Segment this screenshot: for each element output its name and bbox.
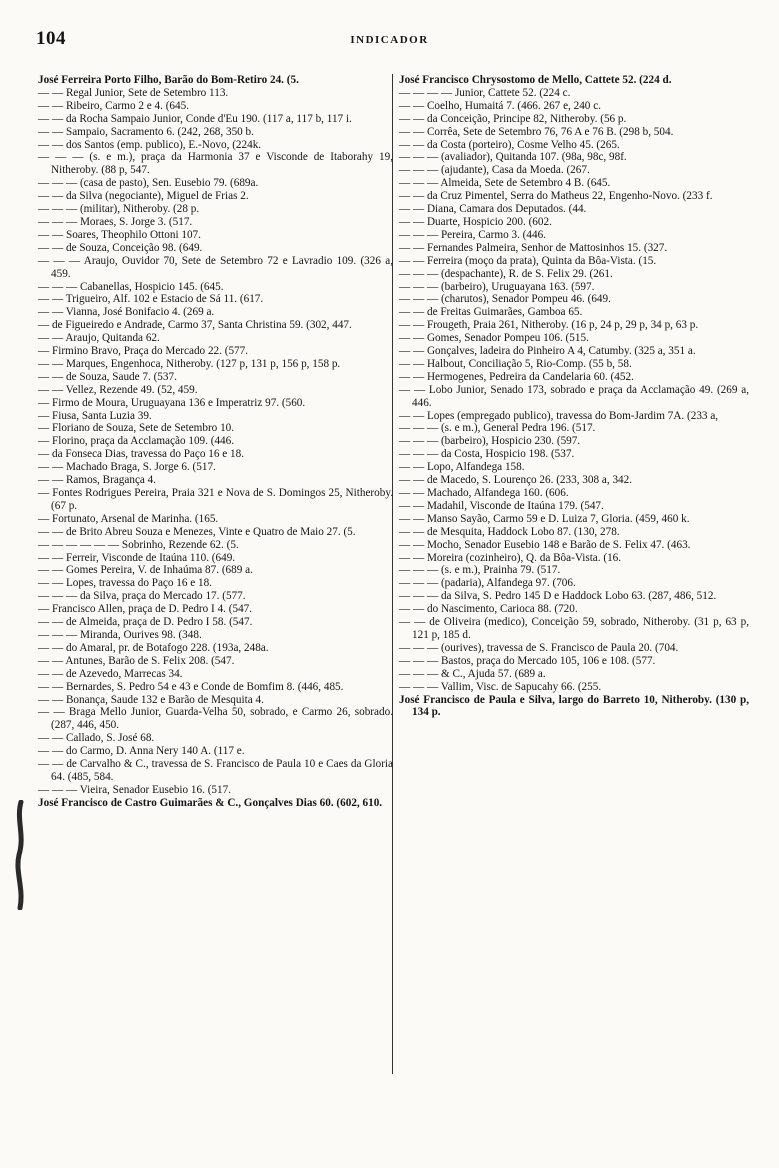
directory-entry: — — Marques, Engenhoca, Nitheroby. (127 p, 131 p, 156 p, 158 p. — [38, 357, 341, 370]
directory-entry: — — — Cabanellas, Hospicio 145. (645. — [38, 280, 224, 293]
directory-entry: — — — (ourives), travessa de S. Francisco de Paula 20. (704. — [399, 641, 679, 654]
directory-entry: — — Frougeth, Praia 261, Nitheroby. (16 p, 24 p, 29 p, 34 p, 63 p. — [399, 319, 699, 332]
directory-entry: — — — (despachante), R. de S. Felix 29. (261. — [399, 267, 613, 280]
directory-entry: — — Ferreir, Visconde de Itaúna 110. (649. — [38, 551, 236, 564]
directory-entry: — — — (s. e m.), praça da Harmonia 37 e Visconde de Itaborahy 19, Nitheroby. (88 p, 547. — [38, 151, 393, 177]
directory-entry: — — — Pereira, Carmo 3. (446. — [399, 228, 546, 241]
directory-entry: — — Gonçalves, ladeira do Pinheiro A 4, Catumby. (325 a, 351 a. — [399, 345, 696, 358]
directory-entry: — — Trigueiro, Alf. 102 e Estacio de Sá 11. (617. — [38, 293, 264, 306]
directory-entry: — — Ribeiro, Carmo 2 e 4. (645. — [38, 99, 190, 112]
left-column — [38, 74, 393, 810]
directory-entry: — — Braga Mello Junior, Guarda-Velha 50, sobrado, e Carmo 26, sobrado. (287, 446, 450. — [38, 706, 393, 732]
directory-entry: — Floriano de Souza, Sete de Setembro 10. — [38, 422, 235, 435]
directory-entry: — Firmino Bravo, Praça do Mercado 22. (577. — [38, 345, 249, 358]
directory-entry: — — — (charutos), Senador Pompeu 46. (649. — [399, 293, 611, 306]
directory-entry: — — — (barbeiro), Hospicio 230. (597. — [399, 435, 581, 448]
directory-entry: — — Manso Sayão, Carmo 59 e D. Luiza 7, Gloria. (459, 460 k. — [399, 512, 690, 525]
directory-entry: — — — (s. e m.), General Pedra 196. (517. — [399, 422, 596, 435]
directory-entry: — — de Azevedo, Marrecas 34. — [38, 667, 183, 680]
directory-entry: — — — Vallim, Visc. de Sapucahy 66. (255. — [399, 680, 602, 693]
directory-entry: — — — (barbeiro), Uruguayana 163. (597. — [399, 280, 595, 293]
directory-entry: — — — da Silva, S. Pedro 145 D e Haddock Lobo 63. (287, 486, 512. — [399, 590, 717, 603]
directory-entry: — — Araujo, Quitanda 62. — [38, 332, 160, 345]
directory-entry: — — Moreira (cozinheiro), Q. da Bôa-Vista. (16. — [399, 551, 622, 564]
directory-entry: — — Callado, S. José 68. — [38, 732, 155, 745]
directory-entry: — — Vianna, José Bonifacio 4. (269 a. — [38, 306, 215, 319]
directory-entry: José Francisco de Paula e Silva, largo do Barreto 10, Nitheroby. (130 p, 134 p. — [399, 693, 749, 719]
directory-entry: — — — — — — Sobrinho, Rezende 62. (5. — [38, 538, 239, 551]
directory-entry: — — — Bastos, praça do Mercado 105, 106 e 108. (577. — [399, 654, 656, 667]
directory-entry: José Francisco de Castro Guimarães & C., Gonçalves Dias 60. (602, 610. — [38, 796, 383, 809]
directory-entry: — Fortunato, Arsenal de Marinha. (165. — [38, 512, 219, 525]
directory-entry: — — da Costa (porteiro), Cosme Velho 45. (265. — [399, 138, 620, 151]
directory-entry: — — — Moraes, S. Jorge 3. (517. — [38, 215, 193, 228]
directory-entry: — — Duarte, Hospicio 200. (602. — [399, 215, 552, 228]
directory-entry: — — da Rocha Sampaio Junior, Conde d'Eu 190. (117 a, 117 b, 117 i. — [38, 112, 352, 125]
directory-entry: — — de Souza, Conceição 98. (649. — [38, 241, 203, 254]
directory-entry: José Ferreira Porto Filho, Barão do Bom-Retiro 24. (5. — [38, 74, 299, 86]
directory-entry: — — Ferreira (moço da prata), Quinta da Bôa-Vista. (15. — [399, 254, 657, 267]
directory-entry: — Fontes Rodrigues Pereira, Praia 321 e Nova de S. Domingos 25, Nitheroby. (67 p. — [38, 487, 393, 512]
directory-entry: — — Gomes Pereira, V. de Inhaúma 87. (689 a. — [38, 564, 253, 577]
directory-entry: — — de Macedo, S. Lourenço 26. (233, 308 a, 342. — [399, 474, 633, 487]
directory-entry: — — — & C., Ajuda 57. (689 a. — [399, 667, 546, 680]
directory-entry: — — — (avaliador), Quitanda 107. (98a, 98c, 98f. — [399, 151, 627, 164]
directory-entry: — — de Freitas Guimarães, Gamboa 65. — [399, 306, 583, 319]
directory-entry: — Francisco Allen, praça de D. Pedro I 4. (547. — [38, 603, 253, 616]
page-number: 104 — [36, 28, 66, 49]
directory-entry: — — Gomes, Senador Pompeu 106. (515. — [399, 332, 589, 345]
right-column — [399, 74, 749, 719]
directory-entry: — — de Brito Abreu Souza e Menezes, Vinte e Quatro de Maio 27. (5. — [38, 525, 356, 538]
directory-entry: — — Soares, Theophilo Ottoni 107. — [38, 228, 201, 241]
directory-entry: — — — (padaria), Alfandega 97. (706. — [399, 577, 576, 590]
directory-entry: — — Antunes, Barão de S. Felix 208. (547. — [38, 654, 235, 667]
directory-entry: — — — — Junior, Cattete 52. (224 c. — [399, 86, 571, 99]
directory-entry: — — do Carmo, D. Anna Nery 140 A. (117 e. — [38, 745, 245, 758]
directory-entry: — — — (militar), Nitheroby. (28 p. — [38, 203, 200, 216]
directory-entry: — — — (s. e m.), Prainha 79. (517. — [399, 564, 561, 577]
directory-entry: — — Lopo, Alfandega 158. — [399, 461, 525, 474]
directory-entry: — — de Almeida, praça de D. Pedro I 58. (547. — [38, 616, 253, 629]
directory-entry: — — do Nascimento, Carioca 88. (720. — [399, 603, 578, 616]
directory-entry: — — Vellez, Rezende 49. (52, 459. — [38, 383, 198, 396]
directory-entry: — — de Souza, Saude 7. (537. — [38, 370, 177, 383]
directory-entry: — Firmo de Moura, Uruguayana 136 e Imperatriz 97. (560. — [38, 396, 306, 409]
directory-entry: — — Lopes (empregado publico), travessa do Bom-Jardim 7A. (233 a, — [399, 409, 719, 422]
directory-entry: — — — Miranda, Ourives 98. (348. — [38, 628, 202, 641]
directory-entry: — — — (casa de pasto), Sen. Eusebio 79. (689a. — [38, 177, 259, 190]
directory-entry: — — Hermogenes, Pedreira da Candelaria 60. (452. — [399, 370, 634, 383]
directory-entry: — — — Vieira, Senador Eusebio 16. (517. — [38, 783, 232, 796]
directory-entry: — — Corrêa, Sete de Setembro 76, 76 A e 76 B. (298 b, 504. — [399, 125, 674, 138]
directory-entry: — Florino, praça da Acclamação 109. (446. — [38, 435, 235, 448]
directory-entry: — — — (ajudante), Casa da Moeda. (267. — [399, 164, 590, 177]
directory-entry: — — Bonança, Saude 132 e Barão de Mesquita 4. — [38, 693, 264, 706]
directory-entry: — — Machado, Alfandega 160. (606. — [399, 487, 569, 499]
directory-entry: — — de Carvalho & C., travessa de S. Francisco de Paula 10 e Caes da Gloria 64. (485, 584. — [38, 758, 393, 783]
directory-entry: — Fiusa, Santa Luzia 39. — [38, 409, 152, 422]
directory-entry: — — Ramos, Bragança 4. — [38, 474, 157, 487]
directory-entry: — — de Oliveira (medico), Conceição 59, sobrado, Nitheroby. (31 p, 63 p, 121 p, 185 d. — [399, 616, 749, 641]
running-title: INDICADOR — [350, 34, 429, 46]
directory-entry: — da Fonseca Dias, travessa do Paço 16 e 18. — [38, 448, 244, 461]
directory-entry: — — Halbout, Conciliação 5, Rio-Comp. (55 b, 58. — [399, 357, 632, 370]
scan-ink-mark — [12, 800, 30, 910]
directory-entry: — — Lobo Junior, Senado 173, sobrado e praça da Acclamação 49. (269 a, 446. — [399, 383, 749, 409]
directory-entry: — — — da Silva, praça do Mercado 17. (577. — [38, 590, 246, 603]
directory-entry: — — Regal Junior, Sete de Setembro 113. — [38, 86, 229, 99]
directory-entry: — — da Cruz Pimentel, Serra do Matheus 22, Engenho-Novo. (233 f. — [399, 190, 713, 203]
directory-entry: — — Bernardes, S. Pedro 54 e 43 e Conde de Bomfim 8. (446, 485. — [38, 680, 344, 693]
directory-entry: — — Diana, Camara dos Deputados. (44. — [399, 203, 587, 216]
directory-entry: — — de Mesquita, Haddock Lobo 87. (130, 278. — [399, 525, 620, 538]
directory-entry: — — Sampaio, Sacramento 6. (242, 268, 350 b. — [38, 125, 254, 138]
directory-entry: — — Madahil, Visconde de Itaúna 179. (547. — [399, 499, 604, 512]
directory-entry: — de Figueiredo e Andrade, Carmo 37, Santa Christina 59. (302, 447. — [38, 319, 352, 332]
directory-entry: — — Coelho, Humaitá 7. (466. 267 e, 240 c. — [399, 99, 601, 112]
directory-entry: — — da Conceição, Principe 82, Nitheroby. (56 p. — [399, 112, 627, 125]
directory-entry: — — Mocho, Senador Eusebio 148 e Barão de S. Felix 47. (463. — [399, 538, 691, 551]
directory-entry: — — dos Santos (emp. publico), E.-Novo, (224k. — [38, 138, 262, 151]
directory-entry: — — Fernandes Palmeira, Senhor de Mattosinhos 15. (327. — [399, 241, 668, 254]
directory-entry: — — do Amaral, pr. de Botafogo 228. (193a, 248a. — [38, 641, 269, 654]
directory-entry: — — — Araujo, Ouvidor 70, Sete de Setembro 72 e Lavradio 109. (326 a, 459. — [38, 254, 393, 280]
directory-entry: — — — da Costa, Hospicio 198. (537. — [399, 448, 575, 461]
directory-entry: — — da Silva (negociante), Miguel de Frias 2. — [38, 190, 249, 203]
directory-entry: — — — Almeida, Sete de Setembro 4 B. (645. — [399, 177, 611, 190]
directory-entry: José Francisco Chrysostomo de Mello, Cattete 52. (224 d. — [399, 74, 672, 86]
directory-entry: — — Lopes, travessa do Paço 16 e 18. — [38, 577, 212, 590]
directory-entry: — — Machado Braga, S. Jorge 6. (517. — [38, 461, 216, 474]
